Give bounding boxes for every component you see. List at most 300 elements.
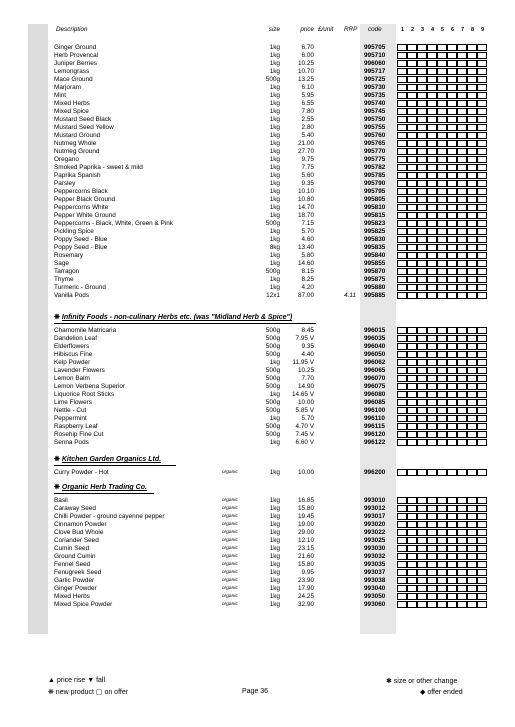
order-checkbox[interactable]: [407, 292, 417, 299]
order-checkbox[interactable]: [427, 204, 437, 211]
order-checkbox[interactable]: [407, 529, 417, 536]
order-checkbox[interactable]: [407, 188, 417, 195]
order-checkbox[interactable]: [417, 108, 427, 115]
order-checkbox[interactable]: [437, 469, 447, 476]
order-checkbox[interactable]: [417, 212, 427, 219]
order-checkbox[interactable]: [457, 375, 467, 382]
order-checkbox[interactable]: [467, 276, 477, 283]
order-checkbox[interactable]: [407, 351, 417, 358]
order-checkbox[interactable]: [447, 276, 457, 283]
order-checkbox[interactable]: [427, 284, 437, 291]
order-checkbox[interactable]: [457, 84, 467, 91]
order-checkbox[interactable]: [397, 52, 407, 59]
order-checkbox[interactable]: [457, 172, 467, 179]
order-checkbox[interactable]: [447, 164, 457, 171]
order-checkbox[interactable]: [437, 407, 447, 414]
order-checkbox[interactable]: [397, 561, 407, 568]
order-checkbox[interactable]: [477, 132, 487, 139]
order-checkbox[interactable]: [437, 140, 447, 147]
order-checkbox[interactable]: [457, 132, 467, 139]
order-checkbox[interactable]: [427, 140, 437, 147]
order-checkbox[interactable]: [417, 367, 427, 374]
order-checkbox[interactable]: [407, 399, 417, 406]
order-checkbox[interactable]: [397, 505, 407, 512]
order-checkbox[interactable]: [477, 204, 487, 211]
order-checkbox[interactable]: [477, 60, 487, 67]
order-checkbox[interactable]: [417, 513, 427, 520]
order-checkbox[interactable]: [407, 327, 417, 334]
order-checkbox[interactable]: [457, 116, 467, 123]
order-checkbox[interactable]: [407, 212, 417, 219]
order-checkbox[interactable]: [407, 260, 417, 267]
order-checkbox[interactable]: [437, 44, 447, 51]
order-checkbox[interactable]: [427, 497, 437, 504]
order-checkbox[interactable]: [447, 407, 457, 414]
order-checkbox[interactable]: [427, 292, 437, 299]
order-checkbox[interactable]: [407, 268, 417, 275]
order-checkbox[interactable]: [447, 545, 457, 552]
order-checkbox[interactable]: [457, 44, 467, 51]
order-checkbox[interactable]: [477, 383, 487, 390]
order-checkbox[interactable]: [467, 148, 477, 155]
order-checkbox[interactable]: [477, 359, 487, 366]
order-checkbox[interactable]: [477, 244, 487, 251]
order-checkbox[interactable]: [447, 521, 457, 528]
order-checkbox[interactable]: [437, 593, 447, 600]
order-checkbox[interactable]: [477, 84, 487, 91]
order-checkbox[interactable]: [407, 148, 417, 155]
order-checkbox[interactable]: [437, 284, 447, 291]
order-checkbox[interactable]: [457, 569, 467, 576]
order-checkbox[interactable]: [467, 132, 477, 139]
order-checkbox[interactable]: [447, 399, 457, 406]
order-checkbox[interactable]: [427, 68, 437, 75]
order-checkbox[interactable]: [477, 391, 487, 398]
order-checkbox[interactable]: [447, 172, 457, 179]
order-checkbox[interactable]: [397, 367, 407, 374]
order-checkbox[interactable]: [417, 327, 427, 334]
order-checkbox[interactable]: [477, 585, 487, 592]
order-checkbox[interactable]: [397, 92, 407, 99]
order-checkbox[interactable]: [467, 84, 477, 91]
order-checkbox[interactable]: [467, 505, 477, 512]
order-checkbox[interactable]: [407, 236, 417, 243]
order-checkbox[interactable]: [427, 537, 437, 544]
order-checkbox[interactable]: [457, 529, 467, 536]
order-checkbox[interactable]: [447, 244, 457, 251]
order-checkbox[interactable]: [477, 236, 487, 243]
order-checkbox[interactable]: [407, 164, 417, 171]
order-checkbox[interactable]: [477, 44, 487, 51]
order-checkbox[interactable]: [477, 68, 487, 75]
order-checkbox[interactable]: [397, 593, 407, 600]
order-checkbox[interactable]: [397, 431, 407, 438]
order-checkbox[interactable]: [447, 327, 457, 334]
order-checkbox[interactable]: [437, 431, 447, 438]
order-checkbox[interactable]: [457, 236, 467, 243]
order-checkbox[interactable]: [407, 335, 417, 342]
order-checkbox[interactable]: [447, 423, 457, 430]
order-checkbox[interactable]: [417, 593, 427, 600]
order-checkbox[interactable]: [427, 431, 437, 438]
order-checkbox[interactable]: [407, 84, 417, 91]
order-checkbox[interactable]: [477, 100, 487, 107]
order-checkbox[interactable]: [477, 164, 487, 171]
order-checkbox[interactable]: [477, 124, 487, 131]
order-checkbox[interactable]: [437, 108, 447, 115]
order-checkbox[interactable]: [477, 228, 487, 235]
order-checkbox[interactable]: [427, 399, 437, 406]
order-checkbox[interactable]: [397, 236, 407, 243]
order-checkbox[interactable]: [457, 513, 467, 520]
order-checkbox[interactable]: [397, 521, 407, 528]
order-checkbox[interactable]: [447, 260, 457, 267]
order-checkbox[interactable]: [447, 359, 457, 366]
order-checkbox[interactable]: [427, 84, 437, 91]
order-checkbox[interactable]: [437, 375, 447, 382]
order-checkbox[interactable]: [447, 180, 457, 187]
order-checkbox[interactable]: [457, 391, 467, 398]
order-checkbox[interactable]: [467, 553, 477, 560]
order-checkbox[interactable]: [407, 407, 417, 414]
order-checkbox[interactable]: [477, 180, 487, 187]
order-checkbox[interactable]: [417, 244, 427, 251]
order-checkbox[interactable]: [417, 351, 427, 358]
order-checkbox[interactable]: [437, 228, 447, 235]
order-checkbox[interactable]: [467, 204, 477, 211]
order-checkbox[interactable]: [457, 276, 467, 283]
order-checkbox[interactable]: [417, 521, 427, 528]
order-checkbox[interactable]: [397, 375, 407, 382]
order-checkbox[interactable]: [477, 76, 487, 83]
order-checkbox[interactable]: [477, 327, 487, 334]
order-checkbox[interactable]: [447, 569, 457, 576]
order-checkbox[interactable]: [407, 156, 417, 163]
order-checkbox[interactable]: [447, 124, 457, 131]
order-checkbox[interactable]: [437, 577, 447, 584]
order-checkbox[interactable]: [407, 204, 417, 211]
order-checkbox[interactable]: [467, 284, 477, 291]
order-checkbox[interactable]: [427, 505, 437, 512]
order-checkbox[interactable]: [407, 383, 417, 390]
order-checkbox[interactable]: [427, 439, 437, 446]
order-checkbox[interactable]: [407, 439, 417, 446]
order-checkbox[interactable]: [397, 204, 407, 211]
order-checkbox[interactable]: [437, 236, 447, 243]
order-checkbox[interactable]: [437, 399, 447, 406]
order-checkbox[interactable]: [477, 407, 487, 414]
order-checkbox[interactable]: [467, 268, 477, 275]
order-checkbox[interactable]: [407, 244, 417, 251]
order-checkbox[interactable]: [397, 497, 407, 504]
order-checkbox[interactable]: [417, 292, 427, 299]
order-checkbox[interactable]: [437, 220, 447, 227]
order-checkbox[interactable]: [447, 236, 457, 243]
order-checkbox[interactable]: [477, 439, 487, 446]
order-checkbox[interactable]: [417, 561, 427, 568]
order-checkbox[interactable]: [427, 172, 437, 179]
order-checkbox[interactable]: [467, 140, 477, 147]
order-checkbox[interactable]: [457, 284, 467, 291]
order-checkbox[interactable]: [477, 268, 487, 275]
order-checkbox[interactable]: [437, 505, 447, 512]
order-checkbox[interactable]: [397, 108, 407, 115]
order-checkbox[interactable]: [467, 252, 477, 259]
order-checkbox[interactable]: [407, 52, 417, 59]
order-checkbox[interactable]: [477, 399, 487, 406]
order-checkbox[interactable]: [457, 156, 467, 163]
order-checkbox[interactable]: [447, 76, 457, 83]
order-checkbox[interactable]: [447, 335, 457, 342]
order-checkbox[interactable]: [407, 44, 417, 51]
order-checkbox[interactable]: [447, 68, 457, 75]
order-checkbox[interactable]: [467, 439, 477, 446]
order-checkbox[interactable]: [437, 196, 447, 203]
order-checkbox[interactable]: [417, 148, 427, 155]
order-checkbox[interactable]: [447, 84, 457, 91]
order-checkbox[interactable]: [397, 252, 407, 259]
order-checkbox[interactable]: [457, 124, 467, 131]
order-checkbox[interactable]: [427, 196, 437, 203]
order-checkbox[interactable]: [397, 68, 407, 75]
order-checkbox[interactable]: [397, 569, 407, 576]
order-checkbox[interactable]: [447, 585, 457, 592]
order-checkbox[interactable]: [427, 351, 437, 358]
order-checkbox[interactable]: [397, 84, 407, 91]
order-checkbox[interactable]: [477, 497, 487, 504]
order-checkbox[interactable]: [417, 585, 427, 592]
order-checkbox[interactable]: [457, 268, 467, 275]
order-checkbox[interactable]: [467, 292, 477, 299]
order-checkbox[interactable]: [467, 545, 477, 552]
order-checkbox[interactable]: [397, 327, 407, 334]
order-checkbox[interactable]: [447, 140, 457, 147]
order-checkbox[interactable]: [467, 76, 477, 83]
order-checkbox[interactable]: [467, 423, 477, 430]
order-checkbox[interactable]: [457, 399, 467, 406]
order-checkbox[interactable]: [427, 469, 437, 476]
order-checkbox[interactable]: [477, 569, 487, 576]
order-checkbox[interactable]: [467, 529, 477, 536]
order-checkbox[interactable]: [437, 188, 447, 195]
order-checkbox[interactable]: [397, 359, 407, 366]
order-checkbox[interactable]: [457, 252, 467, 259]
order-checkbox[interactable]: [417, 569, 427, 576]
order-checkbox[interactable]: [437, 204, 447, 211]
order-checkbox[interactable]: [467, 68, 477, 75]
order-checkbox[interactable]: [467, 537, 477, 544]
order-checkbox[interactable]: [407, 60, 417, 67]
order-checkbox[interactable]: [417, 407, 427, 414]
order-checkbox[interactable]: [447, 292, 457, 299]
order-checkbox[interactable]: [467, 367, 477, 374]
order-checkbox[interactable]: [457, 537, 467, 544]
order-checkbox[interactable]: [427, 220, 437, 227]
order-checkbox[interactable]: [467, 260, 477, 267]
order-checkbox[interactable]: [427, 601, 437, 608]
order-checkbox[interactable]: [417, 553, 427, 560]
order-checkbox[interactable]: [427, 561, 437, 568]
order-checkbox[interactable]: [467, 469, 477, 476]
order-checkbox[interactable]: [467, 172, 477, 179]
order-checkbox[interactable]: [457, 260, 467, 267]
order-checkbox[interactable]: [437, 156, 447, 163]
order-checkbox[interactable]: [427, 156, 437, 163]
order-checkbox[interactable]: [447, 469, 457, 476]
order-checkbox[interactable]: [417, 100, 427, 107]
order-checkbox[interactable]: [437, 172, 447, 179]
order-checkbox[interactable]: [397, 268, 407, 275]
order-checkbox[interactable]: [437, 439, 447, 446]
order-checkbox[interactable]: [407, 505, 417, 512]
order-checkbox[interactable]: [437, 423, 447, 430]
order-checkbox[interactable]: [397, 335, 407, 342]
order-checkbox[interactable]: [397, 100, 407, 107]
order-checkbox[interactable]: [457, 220, 467, 227]
order-checkbox[interactable]: [467, 601, 477, 608]
order-checkbox[interactable]: [437, 276, 447, 283]
order-checkbox[interactable]: [407, 593, 417, 600]
order-checkbox[interactable]: [477, 561, 487, 568]
order-checkbox[interactable]: [427, 244, 437, 251]
order-checkbox[interactable]: [467, 383, 477, 390]
order-checkbox[interactable]: [417, 423, 427, 430]
order-checkbox[interactable]: [417, 116, 427, 123]
order-checkbox[interactable]: [397, 156, 407, 163]
order-checkbox[interactable]: [407, 228, 417, 235]
order-checkbox[interactable]: [397, 244, 407, 251]
order-checkbox[interactable]: [407, 391, 417, 398]
order-checkbox[interactable]: [457, 505, 467, 512]
order-checkbox[interactable]: [447, 116, 457, 123]
order-checkbox[interactable]: [417, 156, 427, 163]
order-checkbox[interactable]: [457, 343, 467, 350]
order-checkbox[interactable]: [407, 569, 417, 576]
order-checkbox[interactable]: [437, 359, 447, 366]
order-checkbox[interactable]: [477, 469, 487, 476]
order-checkbox[interactable]: [397, 140, 407, 147]
order-checkbox[interactable]: [397, 601, 407, 608]
order-checkbox[interactable]: [417, 92, 427, 99]
order-checkbox[interactable]: [427, 343, 437, 350]
order-checkbox[interactable]: [427, 212, 437, 219]
order-checkbox[interactable]: [437, 497, 447, 504]
order-checkbox[interactable]: [467, 116, 477, 123]
order-checkbox[interactable]: [477, 529, 487, 536]
order-checkbox[interactable]: [447, 415, 457, 422]
order-checkbox[interactable]: [457, 415, 467, 422]
order-checkbox[interactable]: [437, 212, 447, 219]
order-checkbox[interactable]: [467, 60, 477, 67]
order-checkbox[interactable]: [447, 284, 457, 291]
order-checkbox[interactable]: [427, 52, 437, 59]
order-checkbox[interactable]: [407, 76, 417, 83]
order-checkbox[interactable]: [427, 60, 437, 67]
order-checkbox[interactable]: [417, 84, 427, 91]
order-checkbox[interactable]: [397, 212, 407, 219]
order-checkbox[interactable]: [447, 367, 457, 374]
order-checkbox[interactable]: [427, 585, 437, 592]
order-checkbox[interactable]: [407, 116, 417, 123]
order-checkbox[interactable]: [407, 108, 417, 115]
order-checkbox[interactable]: [437, 116, 447, 123]
order-checkbox[interactable]: [477, 343, 487, 350]
order-checkbox[interactable]: [477, 513, 487, 520]
order-checkbox[interactable]: [437, 132, 447, 139]
order-checkbox[interactable]: [467, 513, 477, 520]
order-checkbox[interactable]: [447, 220, 457, 227]
order-checkbox[interactable]: [467, 415, 477, 422]
order-checkbox[interactable]: [417, 132, 427, 139]
order-checkbox[interactable]: [427, 407, 437, 414]
order-checkbox[interactable]: [477, 505, 487, 512]
order-checkbox[interactable]: [457, 188, 467, 195]
order-checkbox[interactable]: [437, 537, 447, 544]
order-checkbox[interactable]: [427, 180, 437, 187]
order-checkbox[interactable]: [477, 52, 487, 59]
order-checkbox[interactable]: [407, 132, 417, 139]
order-checkbox[interactable]: [447, 375, 457, 382]
order-checkbox[interactable]: [417, 391, 427, 398]
order-checkbox[interactable]: [417, 268, 427, 275]
order-checkbox[interactable]: [427, 228, 437, 235]
order-checkbox[interactable]: [407, 553, 417, 560]
order-checkbox[interactable]: [467, 497, 477, 504]
order-checkbox[interactable]: [477, 148, 487, 155]
order-checkbox[interactable]: [417, 375, 427, 382]
order-checkbox[interactable]: [417, 204, 427, 211]
order-checkbox[interactable]: [397, 577, 407, 584]
order-checkbox[interactable]: [427, 76, 437, 83]
order-checkbox[interactable]: [447, 60, 457, 67]
order-checkbox[interactable]: [447, 577, 457, 584]
order-checkbox[interactable]: [467, 585, 477, 592]
order-checkbox[interactable]: [407, 513, 417, 520]
order-checkbox[interactable]: [437, 529, 447, 536]
order-checkbox[interactable]: [457, 244, 467, 251]
order-checkbox[interactable]: [457, 545, 467, 552]
order-checkbox[interactable]: [417, 236, 427, 243]
order-checkbox[interactable]: [397, 545, 407, 552]
order-checkbox[interactable]: [397, 260, 407, 267]
order-checkbox[interactable]: [457, 497, 467, 504]
order-checkbox[interactable]: [477, 220, 487, 227]
order-checkbox[interactable]: [457, 76, 467, 83]
order-checkbox[interactable]: [437, 60, 447, 67]
order-checkbox[interactable]: [407, 577, 417, 584]
order-checkbox[interactable]: [457, 577, 467, 584]
order-checkbox[interactable]: [457, 439, 467, 446]
order-checkbox[interactable]: [467, 407, 477, 414]
order-checkbox[interactable]: [427, 545, 437, 552]
order-checkbox[interactable]: [467, 577, 477, 584]
order-checkbox[interactable]: [447, 593, 457, 600]
order-checkbox[interactable]: [467, 180, 477, 187]
order-checkbox[interactable]: [477, 252, 487, 259]
order-checkbox[interactable]: [467, 351, 477, 358]
order-checkbox[interactable]: [417, 68, 427, 75]
order-checkbox[interactable]: [417, 44, 427, 51]
order-checkbox[interactable]: [447, 44, 457, 51]
order-checkbox[interactable]: [427, 268, 437, 275]
order-checkbox[interactable]: [447, 108, 457, 115]
order-checkbox[interactable]: [427, 116, 437, 123]
order-checkbox[interactable]: [397, 180, 407, 187]
order-checkbox[interactable]: [477, 521, 487, 528]
order-checkbox[interactable]: [417, 52, 427, 59]
order-checkbox[interactable]: [427, 236, 437, 243]
order-checkbox[interactable]: [427, 375, 437, 382]
